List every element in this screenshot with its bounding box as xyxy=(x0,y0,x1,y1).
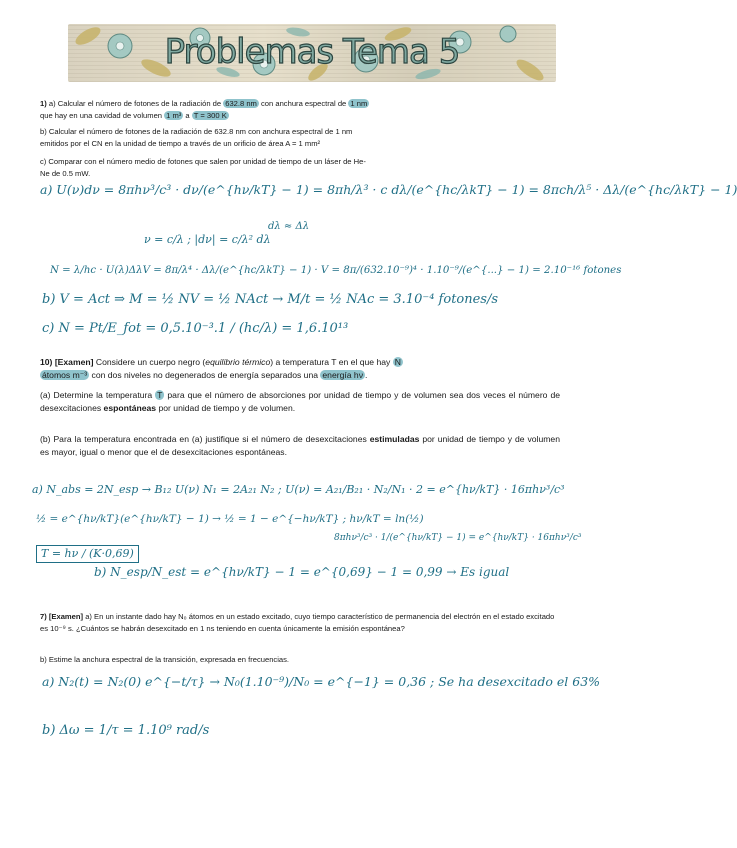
page-title: Problemas Tema 5 xyxy=(164,32,460,72)
handwritten-line: c) N = Pt/E_fot = 0,5.10⁻³.1 / (hc/λ) = 1,6.10¹³ xyxy=(42,321,349,336)
highlight: átomos m⁻³ xyxy=(42,370,88,381)
highlight: 632.8 nm xyxy=(225,99,257,108)
handwritten-line: b) Δω = 1/τ = 1.10⁹ rad/s xyxy=(42,723,210,738)
problem-7-b: b) Estime la anchura espectral de la transición, expresada en frecuencias. xyxy=(40,655,290,664)
handwritten-line: dλ ≈ Δλ xyxy=(268,221,310,232)
title-banner xyxy=(68,24,556,82)
problem-1-a: 1) a) Calcular el número de fotones de la radiación de 632.8 nm con anchura espectral de 1 nm que hay en una cavidad de volumen 1 m³ a T = 300 K xyxy=(40,99,368,121)
handwritten-line: b) V = Act ⇒ M = ½ NV = ½ NAct → M/t = ½ NAc = 3.10⁻⁴ fotones/s xyxy=(42,292,499,307)
highlight: 1 nm xyxy=(350,99,368,108)
problem-1-number: 1) xyxy=(40,99,49,108)
handwritten-line: ν = c/λ ; |dν| = c/λ² dλ xyxy=(144,233,271,246)
problem-1-b: b) Calcular el número de fotones de la radiación de 632.8 nm con anchura espectral de 1 nm emitidos por el CN en la unidad de tiempo a través de un orificio de área A = 1 mm² xyxy=(40,127,353,149)
highlight: energía hν xyxy=(322,370,364,381)
handwritten-line: a) N₂(t) = N₂(0) e^{−t/τ} → N₀(1.10⁻⁹)/N₀ = e^{−1} = 0,36 ; Se ha desexcitado el 63% xyxy=(42,674,601,689)
highlight: 1 m³ xyxy=(166,111,182,121)
handwritten-line: ½ = e^{hν/kT}(e^{hν/kT} − 1) → ½ = 1 − e^{−hν/kT} ; hν/kT = ln(½) xyxy=(36,513,424,525)
handwritten-line: b) N_esp/N_est = e^{hν/kT} − 1 = e^{0,69} − 1 = 0,99 → Es igual xyxy=(94,565,510,579)
handwritten-line: 8πhν³/c³ · 1/(e^{hν/kT} − 1) = e^{hν/kT} · 16πhν³/c³ xyxy=(334,533,582,543)
problem-1-c: c) Comparar con el número medio de fotones que salen por unidad de tiempo de un láser de He-Ne de 0.5 mW. xyxy=(40,157,366,179)
handwritten-line: N = λ/hc · U(λ)ΔλV = 8π/λ⁴ · Δλ/(e^{hc/λkT} − 1) · V = 8π/(632.10⁻⁹)⁴ · 1.10⁻⁹/(e^{...} − 1) = 2.10⁻¹⁶ fotones xyxy=(50,265,622,276)
handwritten-line: a) N_abs = 2N_esp → B₁₂ U(ν) N₁ = 2A₂₁ N₂ ; U(ν) = A₂₁/B₂₁ · N₂/N₁ · 2 = e^{hν/kT} · 16πhν³/c³ xyxy=(32,483,565,496)
problem-10-a: (a) Determine la temperatura T para que el número de absorciones por unidad de tiempo y de volumen sea dos veces el número de desexcitaciones espontáneas por unidad de tiempo y de volumen. xyxy=(40,390,561,414)
highlight: T = 300 K xyxy=(193,111,227,121)
answer-box: T = hν / (K·0,69) xyxy=(36,545,139,563)
problem-10-b: (b) Para la temperatura encontrada en (a) justifique si el número de desexcitaciones estimuladas por unidad de tiempo y de volumen es mayor, igual o menor que el de desexcitaciones espontáneas. xyxy=(40,434,560,458)
highlight: N xyxy=(394,357,401,367)
problem-7-a: 7) [Examen] a) En un instante dado hay N₀ átomos en un estado excitado, cuyo tiempo característico de permanencia del electrón en el estado excitado es 10⁻⁹ s. ¿Cuántos se habrán desexcitado en 1 ns teniendo en cuenta únicamente la emisión espontánea? xyxy=(40,612,555,634)
problem-10-statement: 10) [Examen] Considere un cuerpo negro (equilibrio térmico) a temperatura T en el que hay N átomos m⁻³ con dos niveles no degenerados de energía separados una energía hν . xyxy=(40,357,401,381)
handwritten-line: a) U(ν)dν = 8πhν³/c³ · dν/(e^{hν/kT} − 1) = 8πh/λ³ · c dλ/(e^{hc/λkT} − 1) = 8πch/λ⁵ · Δλ/(e^{hc/λkT} − 1) xyxy=(40,182,737,197)
highlight: T xyxy=(157,390,163,400)
